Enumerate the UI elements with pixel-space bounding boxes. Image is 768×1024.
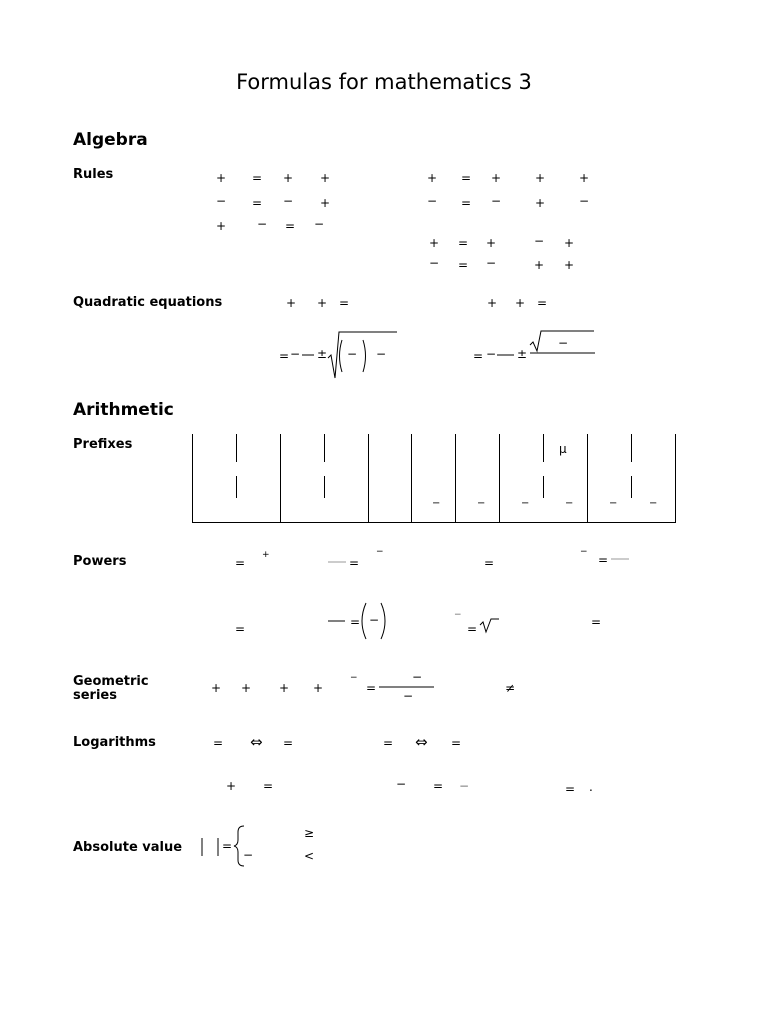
prefix-mu: μ [559,442,567,456]
geometric-label: Geometric series [73,674,149,703]
quadratic-label: Quadratic equations [73,295,223,310]
absolute-value-label: Absolute value [73,840,183,855]
page-title: Formulas for mathematics 3 [236,70,532,94]
powers-label: Powers [73,554,127,569]
rules-label: Rules [73,167,114,182]
prefixes-label: Prefixes [73,437,133,452]
algebra-heading: Algebra [73,130,148,150]
logarithms-label: Logarithms [73,735,156,750]
arithmetic-heading: Arithmetic [73,400,174,420]
prefixes-table: μ − − − − − − [192,434,676,523]
